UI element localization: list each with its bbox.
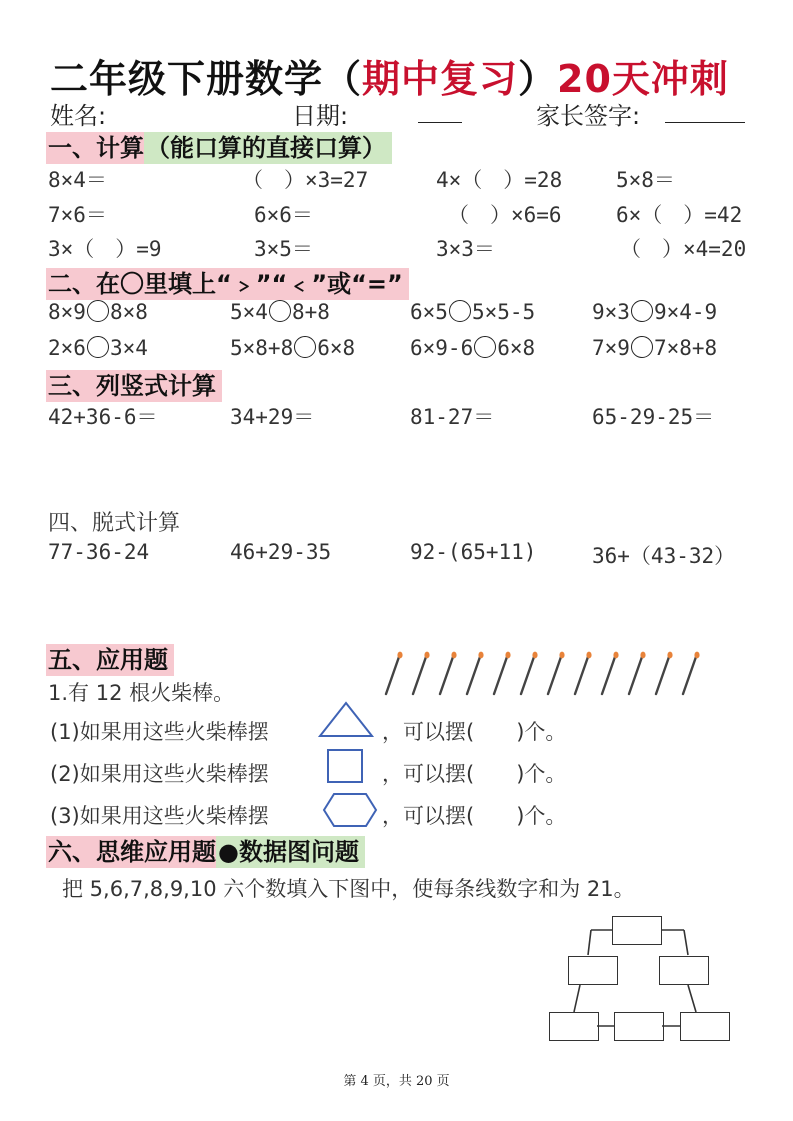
hexagon-icon: [322, 792, 378, 828]
calc-problem: 6×（ ）=42: [616, 203, 743, 227]
compare-circle[interactable]: [631, 336, 653, 358]
section-5-header: [46, 640, 174, 675]
stepwise-calc-problem: 77-36-24: [48, 540, 150, 564]
title-part-grade: 二年级下册数学（: [50, 57, 363, 101]
stepwise-calc-problem: 36+（43-32）: [592, 544, 736, 568]
compare-right: 3×4: [109, 336, 148, 360]
calc-problem: （ ）×6=6: [448, 203, 562, 227]
page-title: [50, 48, 729, 103]
compare-right: 8+8: [291, 300, 330, 324]
compare-problem: [410, 336, 535, 360]
number-box-middle-right[interactable]: [659, 956, 709, 985]
matchstick-icon: [575, 652, 592, 694]
compare-left: 6×9-6: [410, 336, 474, 360]
compare-problem: [410, 300, 535, 324]
vertical-calc-problem: 65-29-25＝: [592, 405, 715, 429]
triangle-icon: [318, 700, 374, 740]
vertical-calc-problem: 42+36-6＝: [48, 405, 158, 429]
matchstick-icon: [656, 652, 673, 694]
compare-right: 6×8: [497, 336, 536, 360]
question-1-part-3: (3)如果用这些火柴棒摆: [50, 804, 269, 828]
compare-circle[interactable]: [87, 300, 109, 322]
compare-right: 6×8: [317, 336, 356, 360]
compare-circle[interactable]: [631, 300, 653, 322]
page-footer: 第 4 页，共 20 页: [343, 1074, 450, 1089]
calc-problem: 6×6＝: [254, 203, 313, 227]
compare-problem: [48, 300, 148, 324]
date-label: 日期:: [292, 102, 349, 130]
compare-left: 2×6: [48, 336, 86, 360]
section-2-header: [46, 264, 409, 299]
question-1: 1.有 12 根火柴棒。: [48, 681, 235, 705]
square-icon: [326, 748, 366, 784]
matchstick-icon: [629, 652, 646, 694]
matchstick-icon: [683, 652, 700, 694]
section-5-title: 五、应用题: [46, 644, 174, 676]
calc-problem: 3×3＝: [436, 237, 495, 261]
section-1-subtitle: （能口算的直接口算）: [144, 132, 392, 164]
compare-circle[interactable]: [269, 300, 291, 322]
vertical-calc-problem: 81-27＝: [410, 405, 495, 429]
parent-signature-blank[interactable]: [665, 100, 745, 123]
calc-problem: 3×（ ）=9: [48, 237, 162, 261]
calc-problem: 4×（ ）=28: [436, 168, 563, 192]
number-box-bottom-left[interactable]: [549, 1012, 599, 1041]
matchsticks-illustration: [378, 650, 718, 698]
matchstick-icon: [467, 652, 484, 694]
section-1-header: [46, 128, 392, 163]
title-part-close: ）: [518, 57, 558, 101]
section-1-title: 一、计算: [46, 132, 150, 164]
section-4-title: 四、脱式计算: [48, 511, 181, 536]
matchstick-icon: [521, 652, 538, 694]
number-box-top[interactable]: [612, 916, 662, 945]
compare-problem: [48, 336, 148, 360]
calc-problem: 5×8＝: [616, 168, 675, 192]
section-6-instruction: 把 5,6,7,8,9,10 六个数填入下图中，使每条线数字和为 21。: [62, 877, 635, 901]
compare-problem: [230, 300, 330, 324]
compare-right: 9×4-9: [653, 300, 718, 324]
number-box-bottom-right[interactable]: [680, 1012, 730, 1041]
calc-problem: 8×4＝: [48, 168, 107, 192]
compare-problem: [592, 336, 717, 360]
parent-signature-label: 家长签字:: [536, 102, 641, 130]
calc-problem: （ ）×3=27: [242, 168, 369, 192]
name-label: 姓名:: [50, 102, 107, 130]
bottom-connector-lines: [597, 1024, 681, 1028]
compare-circle[interactable]: [449, 300, 471, 322]
compare-left: 5×8+8: [230, 336, 294, 360]
section-3-title: 三、列竖式计算: [46, 370, 222, 402]
number-box-middle-left[interactable]: [568, 956, 618, 985]
compare-circle[interactable]: [87, 336, 109, 358]
title-part-midterm: 期中复习: [362, 57, 519, 101]
matchstick-icon: [602, 652, 619, 694]
compare-circle[interactable]: [294, 336, 316, 358]
date-blank[interactable]: [418, 100, 462, 123]
section-6-subtitle: ●数据图问题: [216, 836, 365, 868]
calc-problem: 3×5＝: [254, 237, 313, 261]
question-1-part-2-answer: ，可以摆( )个。: [382, 762, 567, 786]
compare-left: 5×4: [230, 300, 268, 324]
question-1-part-1-answer: ，可以摆( )个。: [382, 720, 567, 744]
compare-left: 6×5: [410, 300, 448, 324]
section-6-header: [46, 832, 365, 867]
section-2-title: 二、在〇里填上“﹥”“﹤”或“=”: [46, 268, 409, 300]
compare-left: 9×3: [592, 300, 630, 324]
title-part-sprint: 20天冲刺: [557, 57, 729, 101]
section-3-header: [46, 366, 222, 401]
question-1-part-1: (1)如果用这些火柴棒摆: [50, 720, 269, 744]
matchstick-icon: [413, 652, 430, 694]
section-6-title: 六、思维应用题: [46, 836, 222, 868]
compare-problem: [592, 300, 717, 324]
compare-right: 5×5-5: [471, 300, 536, 324]
compare-circle[interactable]: [474, 336, 496, 358]
matchstick-icon: [440, 652, 457, 694]
matchstick-icon: [386, 652, 403, 694]
compare-right: 8×8: [109, 300, 148, 324]
stepwise-calc-problem: 46+29-35: [230, 540, 332, 564]
stepwise-calc-problem: 92-(65+11): [410, 540, 537, 564]
calc-problem: 7×6＝: [48, 203, 107, 227]
vertical-calc-problem: 34+29＝: [230, 405, 315, 429]
compare-left: 7×9: [592, 336, 630, 360]
matchstick-icon: [494, 652, 511, 694]
compare-left: 8×9: [48, 300, 86, 324]
compare-right: 7×8+8: [653, 336, 718, 360]
calc-problem: （ ）×4=20: [620, 237, 747, 261]
question-1-part-3-answer: ，可以摆( )个。: [382, 804, 567, 828]
matchstick-icon: [548, 652, 565, 694]
question-1-part-2: (2)如果用这些火柴棒摆: [50, 762, 269, 786]
compare-problem: [230, 336, 355, 360]
